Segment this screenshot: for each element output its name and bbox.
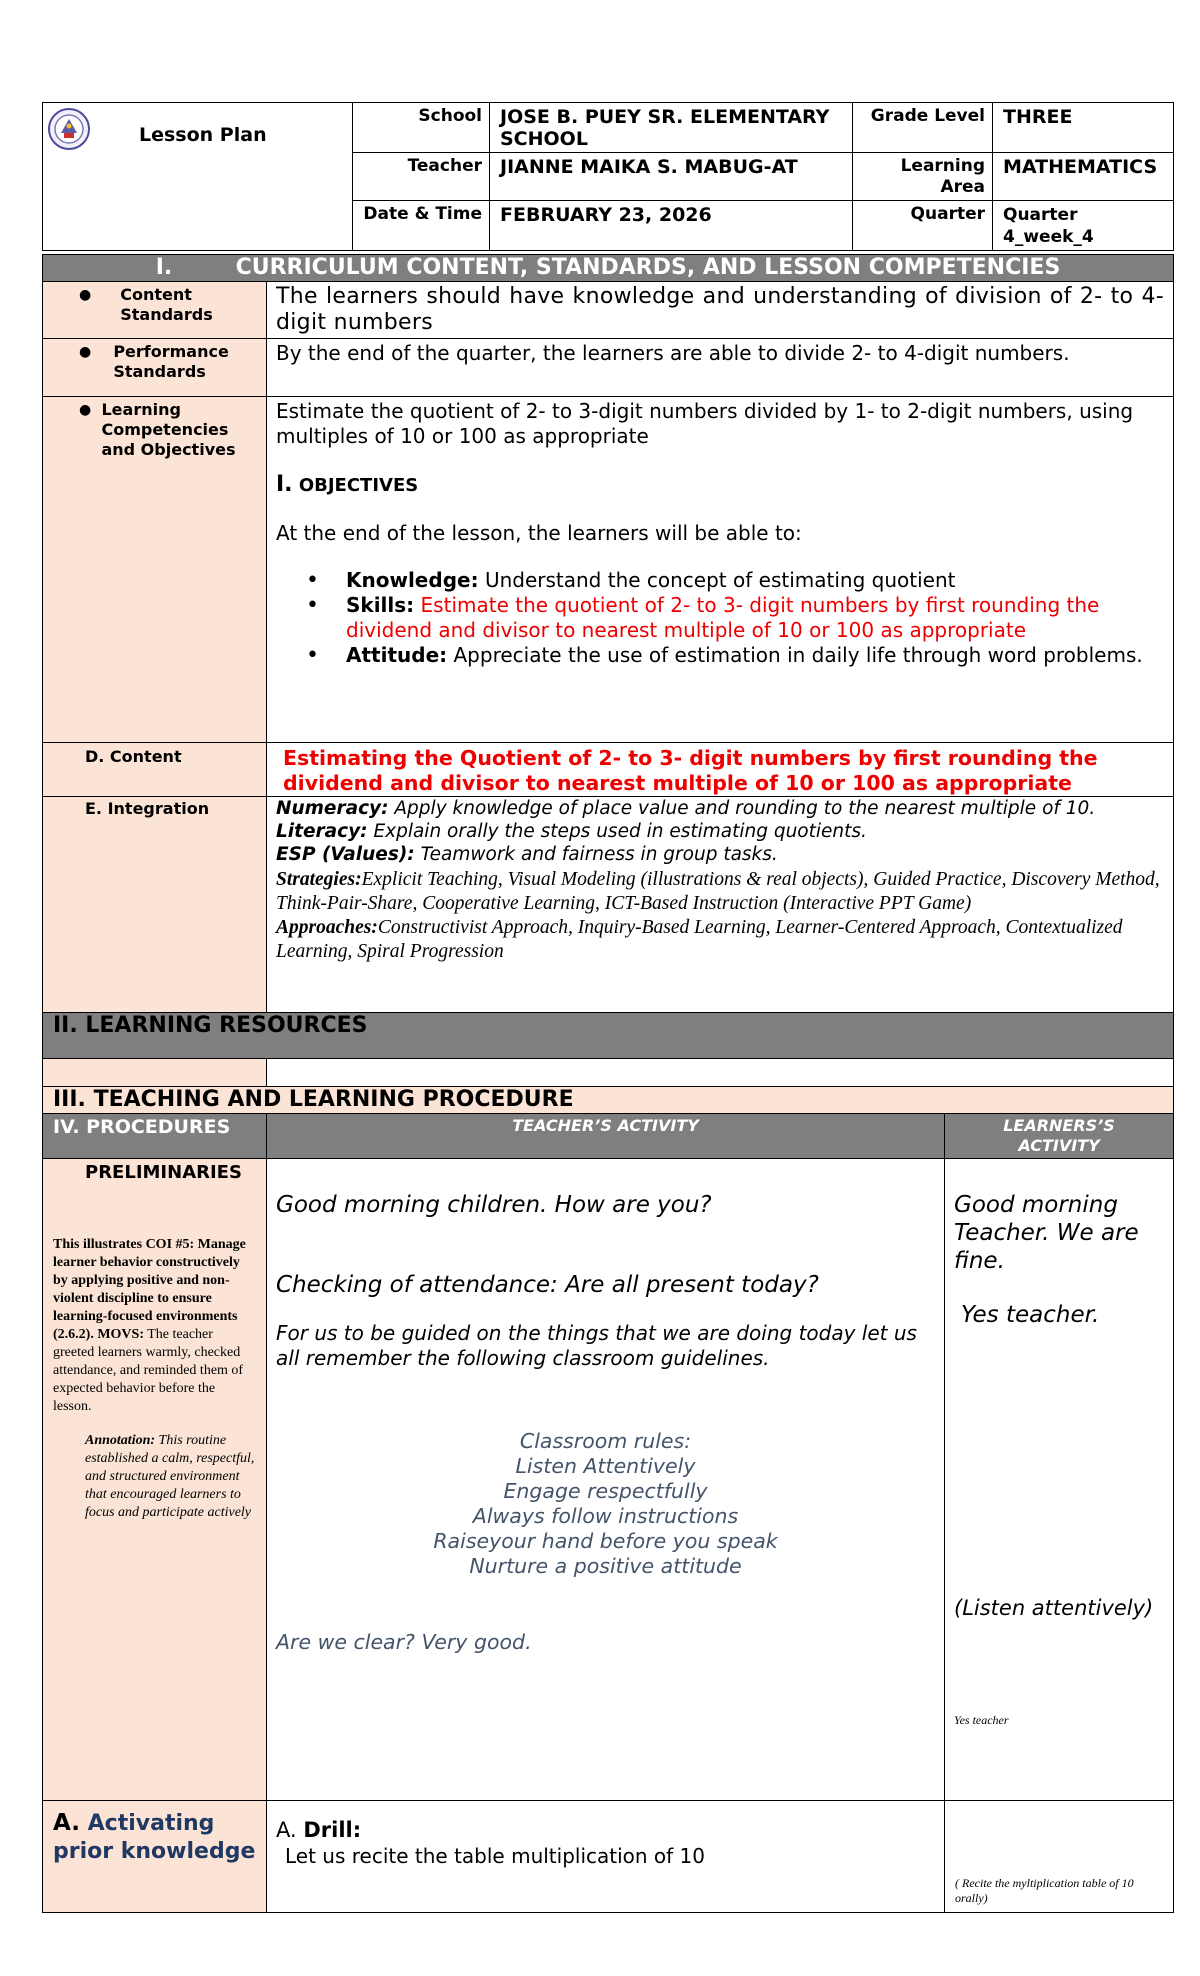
lesson-plan-title: Lesson Plan (139, 124, 267, 146)
section-2-header: II. LEARNING RESOURCES (43, 1013, 1174, 1059)
objective-knowledge: • Knowledge: Understand the concept of estimating quotient (346, 568, 1164, 593)
strategies-line: Strategies:Explicit Teaching, Visual Modeling (illustrations & real objects), Guided Practice, Discovery Method, Think-Pair-Share, Cooperative Learning, ICT-Based Instruction (Interactive PPT Game) (276, 869, 1160, 914)
section-1-header (43, 255, 1174, 282)
content-standards-label: Content Standards (120, 285, 213, 324)
drill-cell (267, 1801, 945, 1913)
rule-item: Listen Attentively (515, 1454, 696, 1478)
objectives-title: OBJECTIVES (298, 475, 419, 496)
teacher-guidelines: For us to be guided on the things that we are doing today let us all remember the following classroom guidelines. (276, 1321, 917, 1370)
teacher-attendance: Checking of attendance: Are all present today? (276, 1272, 819, 1298)
content-standards-label-cell (43, 282, 267, 339)
activating-label: Activating prior knowledge (53, 1811, 256, 1864)
rules-heading: Classroom rules: (519, 1429, 692, 1453)
preliminaries-cell (43, 1159, 267, 1801)
drill-letter: A. (276, 1818, 297, 1842)
grade-level-label: Grade Level (853, 103, 993, 153)
drill-learner-cell (945, 1801, 1174, 1913)
performance-standards-label: Performance Standards (113, 342, 229, 381)
content-d-label: D. Content (43, 743, 267, 797)
objective-attitude: • Attitude: Appreciate the use of estimation in daily life through word problems. (346, 643, 1164, 668)
date-value: FEBRUARY 23, 2026 (490, 201, 853, 251)
section-1-title: CURRICULUM CONTENT, STANDARDS, AND LESSON COMPETENCIES (235, 255, 1061, 280)
drill-label: Drill: (303, 1818, 362, 1842)
learning-area-label: Learning Area (853, 153, 993, 201)
objectives-list (276, 568, 1164, 668)
performance-standards-label-cell (43, 339, 267, 397)
learner-greeting: Good morning Teacher. We are fine. (954, 1192, 1139, 1274)
school-value: JOSE B. PUEY SR. ELEMENTARY SCHOOL (490, 103, 853, 153)
bullet-icon: ● (79, 287, 92, 303)
lesson-plan-table (42, 254, 1174, 1913)
logo-title-cell (43, 103, 353, 251)
teacher-activity-cell (267, 1159, 945, 1801)
learner-yes: Yes teacher. (961, 1302, 1100, 1328)
grade-level-value: THREE (993, 103, 1174, 153)
learning-competencies-label-cell (43, 397, 267, 743)
learner-yes-small: Yes teacher (954, 1713, 1009, 1727)
objectives-heading (276, 472, 1164, 497)
learning-competencies-cell (267, 397, 1174, 743)
col-teacher-activity: TEACHER’S ACTIVITY (267, 1114, 945, 1159)
objectives-intro: At the end of the lesson, the learners will be able to: (276, 521, 802, 545)
learner-activity-cell (945, 1159, 1174, 1801)
teacher-label: Teacher (353, 153, 490, 201)
rule-item: Engage respectfully (503, 1479, 708, 1503)
col-learners-activity: LEARNERS’S ACTIVITY (945, 1114, 1174, 1159)
numeracy-line: Numeracy: Apply knowledge of place value and rounding to the nearest multiple of 10. (276, 798, 1096, 819)
content-d-text: Estimating the Quotient of 2- to 3- digit numbers by first rounding the dividend and divisor to nearest multiple of 10 or 100 as appropriate (267, 743, 1174, 797)
teacher-greeting: Good morning children. How are you? (276, 1192, 712, 1218)
date-time-label: Date & Time (353, 201, 490, 251)
annotation-note: Annotation: This routine established a calm, respectful, and structured environment that encouraged learners to focus and participate actively (85, 1433, 255, 1520)
rule-item: Always follow instructions (472, 1504, 739, 1528)
integration-cell (267, 797, 1174, 1013)
content-standards-text: The learners should have knowledge and understanding of division of 2- to 4-digit numbers (267, 282, 1174, 339)
rule-item: Nurture a positive attitude (469, 1554, 742, 1578)
school-label: School (353, 103, 490, 153)
classroom-rules (276, 1429, 935, 1579)
col-procedures: IV. PROCEDURES (43, 1114, 267, 1159)
approaches-line: Approaches:Constructivist Approach, Inquiry-Based Learning, Learner-Centered Approach, Contextualized Learning, Spiral Progression (276, 917, 1123, 962)
activating-letter: A. (53, 1810, 80, 1836)
header-table (42, 102, 1174, 251)
bullet-icon: ● (79, 402, 92, 418)
teacher-value: JIANNE MAIKA S. MABUG-AT (490, 153, 853, 201)
section-1-number: I. (155, 255, 173, 280)
learning-competencies-label: Learning Competencies and Objectives (101, 400, 236, 459)
learner-listen: (Listen attentively) (954, 1596, 1154, 1620)
activating-label-cell (43, 1801, 267, 1913)
bullet-icon: ● (79, 344, 92, 360)
teacher-clear: Are we clear? Very good. (276, 1630, 532, 1654)
quarter-value: Quarter 4_week_4 (993, 201, 1174, 251)
resources-right-cell (267, 1059, 1174, 1087)
resources-left-cell (43, 1059, 267, 1087)
rule-item: Raiseyour hand before you speak (433, 1529, 778, 1553)
deped-seal-icon (47, 107, 91, 151)
performance-standards-text: By the end of the quarter, the learners are able to divide 2- to 4-digit numbers. (267, 339, 1174, 397)
drill-text: Let us recite the table multiplication of 10 (285, 1844, 706, 1868)
drill-learner-note: ( Recite the myltiplication table of 10 orally) (955, 1876, 1134, 1905)
coi-note: This illustrates COI #5: Manage learner behavior constructively by applying positive and non-violent discipline to ensure learning-focused environments (2.6.2). MOVS: The teacher greeted learners warmly, checked attendance, and reminded them of expected behavior before the lesson. (53, 1237, 246, 1414)
objectives-number: I. (276, 472, 293, 497)
competency-text: Estimate the quotient of 2- to 3-digit numbers divided by 1- to 2-digit numbers, using multiples of 10 or 100 as appropriate (276, 399, 1134, 448)
objective-skills: • Skills: Estimate the quotient of 2- to 3- digit numbers by first rounding the dividend and divisor to nearest multiple of 10 or 100 as appropriate (346, 593, 1164, 643)
preliminaries-label: PRELIMINARIES (85, 1162, 242, 1183)
section-3-header: III. TEACHING AND LEARNING PROCEDURE (43, 1087, 1174, 1114)
esp-line: ESP (Values): Teamwork and fairness in group tasks. (276, 844, 778, 865)
learning-area-value: MATHEMATICS (993, 153, 1174, 201)
drill-heading (276, 1817, 935, 1843)
integration-label: E. Integration (43, 797, 267, 1013)
quarter-label: Quarter (853, 201, 993, 251)
literacy-line: Literacy: Explain orally the steps used in estimating quotients. (276, 821, 867, 842)
